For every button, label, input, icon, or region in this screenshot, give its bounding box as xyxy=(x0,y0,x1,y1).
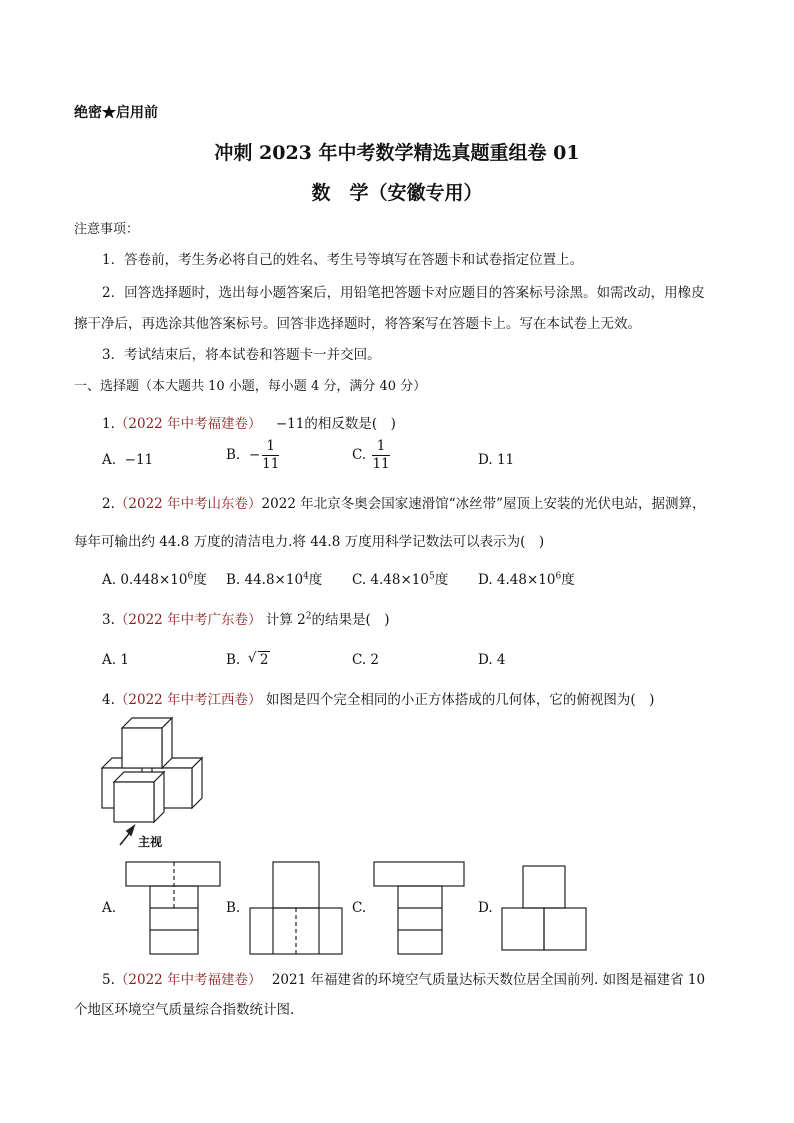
option-c-figure xyxy=(374,862,466,956)
option-d-label: D. xyxy=(478,900,493,916)
question-4: 4.（2022 年中考江西卷） 如图是四个完全相同的小正方体搭成的几何体，它的俯视图为( ) xyxy=(102,692,655,708)
question-number: 3. xyxy=(102,612,115,628)
option-c-label: C. xyxy=(352,900,367,916)
question-source: （2022 年中考山东卷） xyxy=(114,496,262,512)
square-root: √ 2 xyxy=(249,652,271,668)
question-text: 的相反数是( ) xyxy=(304,416,396,432)
fraction: $\frac{1}{11}$ xyxy=(372,438,390,472)
question-source: （2022 年中考福建卷） xyxy=(114,416,262,432)
question-value: −11 xyxy=(275,416,305,432)
secret-label: 绝密★启用前 xyxy=(74,105,158,121)
question-number: 4. xyxy=(102,692,115,708)
notice-item: 擦干净后，再选涂其他答案标号。回答非选择题时，将答案写在答题卡上。写在本试卷上无效。 xyxy=(74,316,641,332)
question-number: 5. xyxy=(102,972,115,988)
question-source: （2022 年中考江西卷） xyxy=(114,692,262,708)
main-view-label: 主视 xyxy=(138,835,163,849)
option-a: A. $0.448\times 10^6$度 xyxy=(102,571,207,588)
fraction: $\frac{1}{11}$ xyxy=(262,438,280,472)
question-3: 3.（2022 年中考广东卷） 计算 $2^2$的结果是( ) xyxy=(102,611,390,628)
option-b-label: B. xyxy=(226,900,241,916)
option-a: A. 1 xyxy=(102,652,129,668)
exam-subtitle: 数 学（安徽专用） xyxy=(311,182,483,204)
option-b: B. − $\frac{1}{11}$ xyxy=(226,438,280,472)
question-number: 1. xyxy=(102,416,115,432)
option-a-label: A. xyxy=(102,900,117,916)
notice-item: 3．考试结束后，将本试卷和答题卡一并交回。 xyxy=(102,347,381,363)
option-b-figure xyxy=(250,862,344,956)
question-2-continued: 每年可输出约 44.8 万度的清洁电力.将 44.8 万度用科学记数法可以表示为( ) xyxy=(74,534,545,550)
option-c: C. 2 xyxy=(352,652,380,668)
option-d: D. 11 xyxy=(478,452,515,468)
option-b: B. $44.8\times 10^4$度 xyxy=(226,571,323,588)
option-d: D. $4.48\times 10^6$度 xyxy=(478,571,575,588)
option-a-figure xyxy=(126,862,222,956)
question-number: 2. xyxy=(102,496,115,512)
section-title: 一、选择题（本大题共 10 小题，每小题 4 分，满分 40 分） xyxy=(74,379,427,394)
question-source: （2022 年中考广东卷） xyxy=(114,612,262,628)
option-c: C. $4.48\times 10^5$度 xyxy=(352,571,449,588)
notice-item: 2．回答选择题时，选出每小题答案后，用铅笔把答题卡对应题目的答案标号涂黑。如需改动，用橡皮 xyxy=(102,285,705,301)
question-5: 5.（2022 年中考福建卷） 2021 年福建省的环境空气质量达标天数位居全国前列. 如图是福建省 10 xyxy=(102,972,706,988)
question-2 xyxy=(102,492,706,512)
option-b: B. √ 2 xyxy=(226,652,270,668)
exam-title: 冲刺 2023 年中考数学精选真题重组卷 01 xyxy=(214,142,580,164)
option-c: C. $\frac{1}{11}$ xyxy=(352,438,390,472)
option-a: A. −11 xyxy=(102,452,154,468)
option-d-figure xyxy=(502,866,588,952)
notice-heading: 注意事项： xyxy=(74,222,140,237)
option-d: D. 4 xyxy=(478,652,506,668)
question-1 xyxy=(102,412,396,432)
question-5-continued: 个地区环境空气质量综合指数统计图. xyxy=(74,1002,295,1018)
notice-item: 1．答卷前，考生务必将自己的姓名、考生号等填写在答题卡和试卷指定位置上。 xyxy=(102,252,584,268)
question-text: 2022 年北京冬奥会国家速滑馆“冰丝带”屋顶上安装的光伏电站，据测算， xyxy=(261,496,706,512)
question-source: （2022 年中考福建卷） xyxy=(114,972,262,988)
